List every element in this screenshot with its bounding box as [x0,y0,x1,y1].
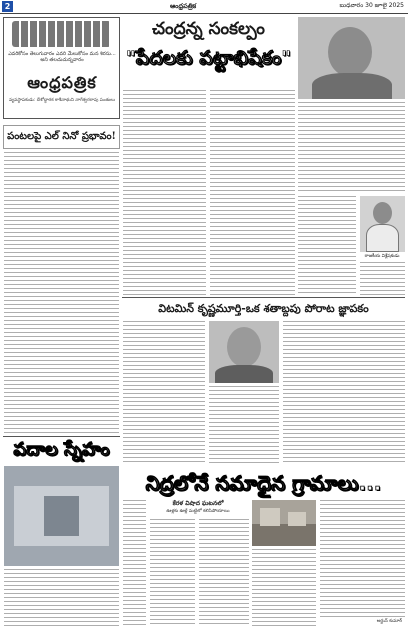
landslide-photo [252,500,316,546]
left-article-body [4,152,119,434]
page-number: 2 [2,1,13,12]
main-article-col-3 [298,102,405,194]
divider-line [122,297,405,298]
elephant-emblem-icon [12,21,111,47]
masthead [3,17,120,119]
krishnamurthy-photo [209,321,279,383]
main-headline [122,17,295,87]
running-head: ఆంధ్రపత్రిక [170,2,197,10]
main-headline-line2: "పేదలకు పట్టాభిషేకం" [125,47,292,69]
masthead-tagline: ఎవరికోసం తెలుగువారం ఎవరి మేలుకోసం మన శిరసు... అని తలచుచున్నవారం [8,51,116,63]
main-headline-line1: చంద్రన్న సంకల్పం [152,19,265,39]
bottom-headline: నిద్రలోనే సమాధైన గ్రామాలు... [145,471,382,495]
middle-article-col-3 [283,321,405,463]
bottom-article-col-1 [123,500,146,627]
main-article-col-2 [210,90,295,296]
left-article-headline: పంటలపై ఎల్ నినో ప్రభావం! [3,125,120,149]
dictionary-illustration [4,466,119,566]
top-bar [0,0,408,14]
newspaper-name: ఆంధ్రపత్రిక [27,73,97,92]
bottom-article-col-3 [199,519,249,627]
left-bottom-headline: పదాల స్నేహం [13,439,110,460]
left-divider-line [3,436,120,437]
bottom-box-subtitle: ఊళ్లకు ఊళ్లే మట్టిలో కలిసిపోయాయి [166,509,230,514]
author-photo [360,196,405,252]
bottom-article-col-4 [252,549,316,627]
middle-article-headline: విటమిన్ కృష్ణమూర్తి-ఒక శతాబ్దపు పోరాట జ్ఞాపకం [158,302,369,315]
author-signature: అర్జున్ కుమార్ [376,619,402,624]
masthead-subline: వ్యవస్థాపకుడు: దేశోద్ధారక కాశీనాథుని నాగేశ్వరరావు పంతులు [8,98,116,103]
bottom-article-col-2 [150,519,195,627]
middle-article-col-1 [123,321,205,463]
main-article-col-1 [123,90,206,296]
bottom-box-title: కేరళ విషాద ఘటనలో [172,500,224,507]
left-bottom-article-body [4,569,119,627]
leader-photo [298,17,405,99]
middle-article-col-2 [209,386,279,463]
author-photo-caption: రాజకీయ విశ్లేషకుడు [364,254,400,259]
main-article-col-4 [298,196,356,296]
main-article-col-5 [360,262,405,296]
issue-date: బుధవారం 30 జూలై 2025 [339,2,404,9]
bottom-article-col-5 [320,500,405,617]
